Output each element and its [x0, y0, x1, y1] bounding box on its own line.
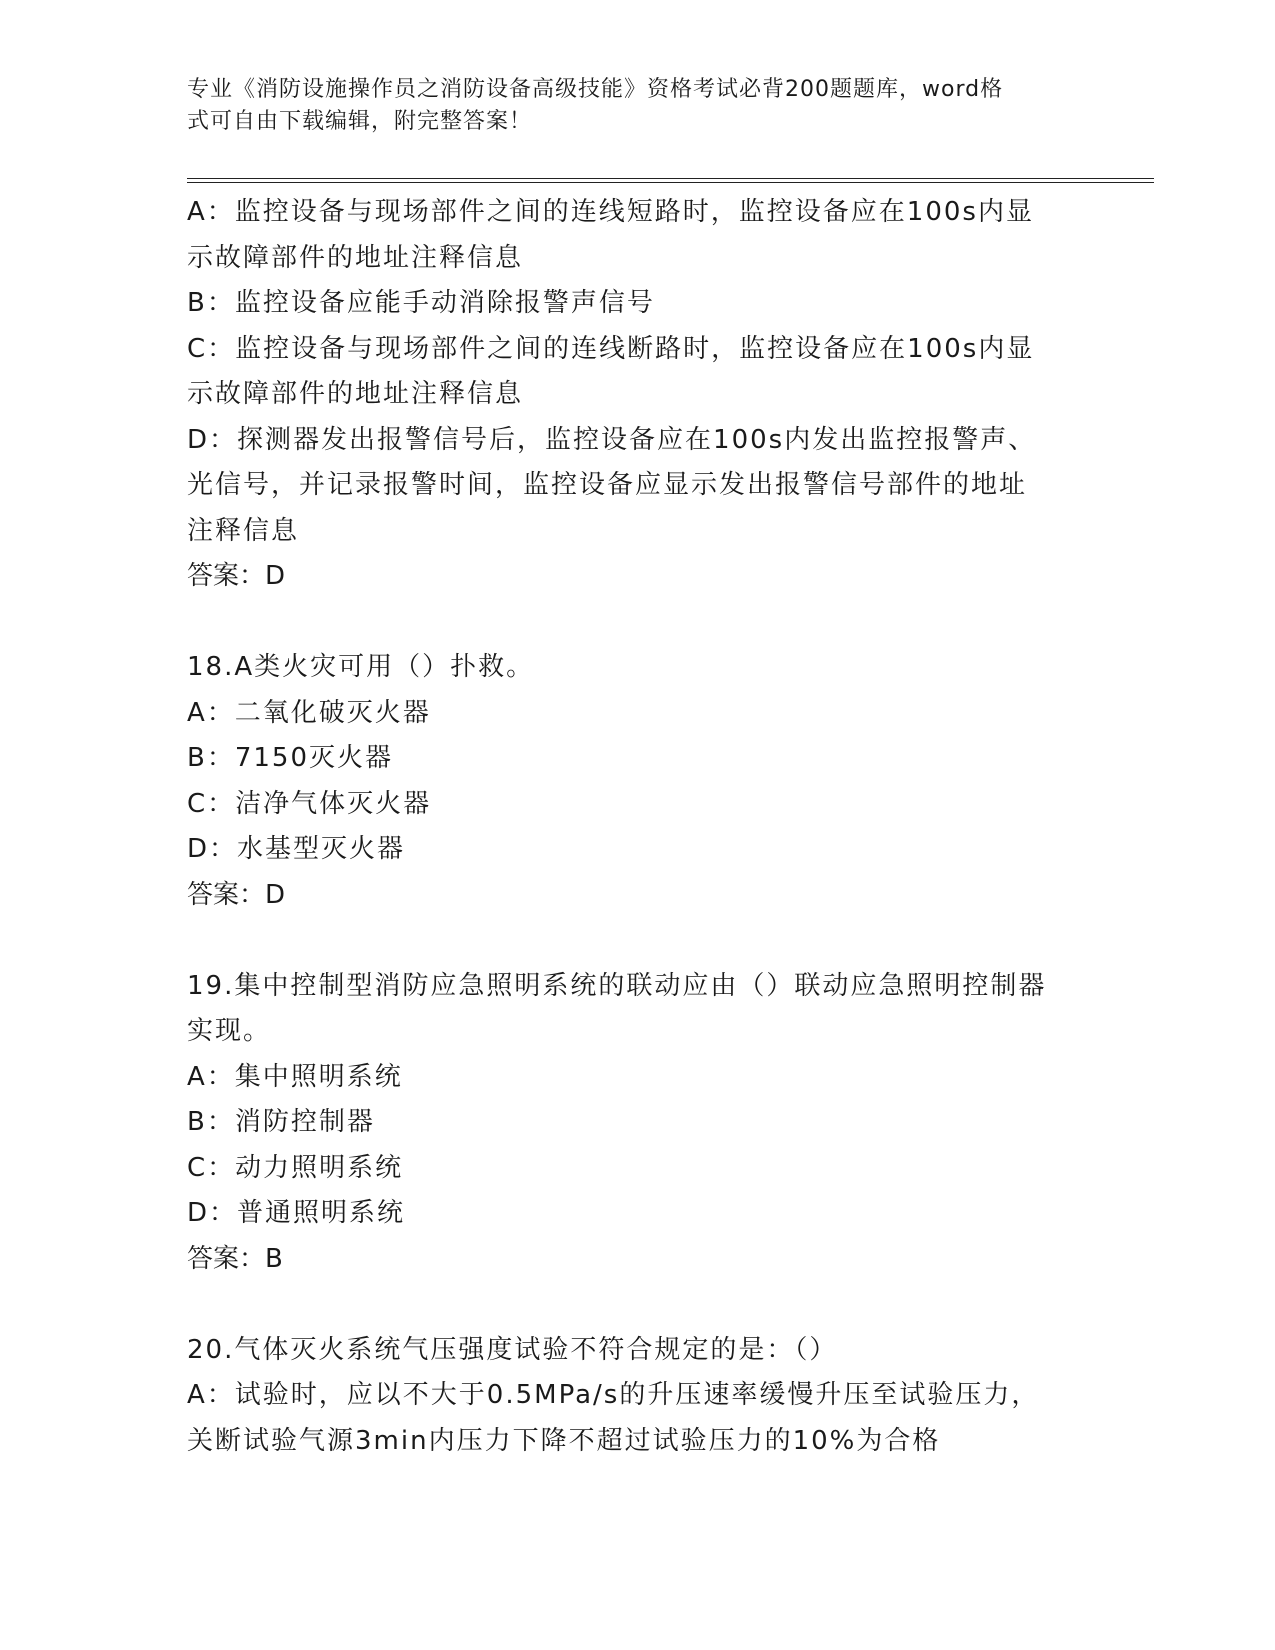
q19-question-line2: 实现。 — [187, 1016, 272, 1046]
q19-option-a: A：集中照明系统 — [187, 1061, 403, 1092]
question-18-block — [187, 645, 1087, 918]
q17-option-a-line1: A：监控设备与现场部件之间的连线短路时，监控设备应在100s内显 — [187, 197, 1034, 227]
q18-option-a: A：二氧化破灭火器 — [187, 697, 431, 728]
page-header — [187, 74, 1067, 138]
spacer — [187, 1282, 1087, 1328]
spacer — [187, 918, 1087, 964]
q17-option-a-line2: 示故障部件的地址注释信息 — [187, 242, 524, 273]
q17-option-d-line2: 光信号，并记录报警时间，监控设备应显示发出报警信号部件的地址 — [187, 470, 1028, 500]
question-17-block — [187, 190, 1087, 600]
q19-question-line1: 19.集中控制型消防应急照明系统的联动应由（）联动应急照明控制器 — [187, 970, 1047, 1001]
q20-option-a-line2: 关断试验气源3min内压力下降不超过试验压力的10%为合格 — [187, 1425, 941, 1456]
question-19-block — [187, 964, 1087, 1283]
q19-option-c: C：动力照明系统 — [187, 1152, 404, 1183]
q17-option-c-line1: C：监控设备与现场部件之间的连线断路时，监控设备应在100s内显 — [187, 333, 1035, 364]
header-line-2: 式可自由下载编辑，附完整答案！ — [187, 109, 533, 134]
q19-option-b: B：消防控制器 — [187, 1107, 375, 1137]
q18-option-b: B：7150灭火器 — [187, 743, 394, 773]
q19-option-d: D：普通照明系统 — [187, 1198, 406, 1228]
question-20-block — [187, 1328, 1087, 1465]
q20-option-a-line1: A：试验时，应以不大于0.5MPa/s的升压速率缓慢升压至试验压力， — [187, 1380, 1040, 1410]
q17-option-b: B：监控设备应能手动消除报警声信号 — [187, 288, 655, 318]
document-body — [187, 190, 1087, 1464]
q17-option-d-line3: 注释信息 — [187, 515, 300, 546]
header-line-1: 专业《消防设施操作员之消防设备高级技能》资格考试必背200题题库，word格 — [187, 77, 1004, 102]
header-divider — [187, 178, 1154, 183]
q19-answer: 答案：B — [187, 1243, 283, 1274]
q18-question: 18.A类火灾可用（）扑救。 — [187, 652, 535, 682]
spacer — [187, 600, 1087, 646]
q18-option-d: D：水基型灭火器 — [187, 834, 406, 864]
q18-answer: 答案：D — [187, 879, 286, 910]
q20-question: 20.气体灭火系统气压强度试验不符合规定的是：（） — [187, 1334, 838, 1365]
q17-option-c-line2: 示故障部件的地址注释信息 — [187, 379, 524, 409]
q18-option-c: C：洁净气体灭火器 — [187, 788, 432, 819]
q17-answer: 答案：D — [187, 561, 286, 591]
q17-option-d-line1: D：探测器发出报警信号后，监控设备应在100s内发出监控报警声、 — [187, 424, 1037, 455]
